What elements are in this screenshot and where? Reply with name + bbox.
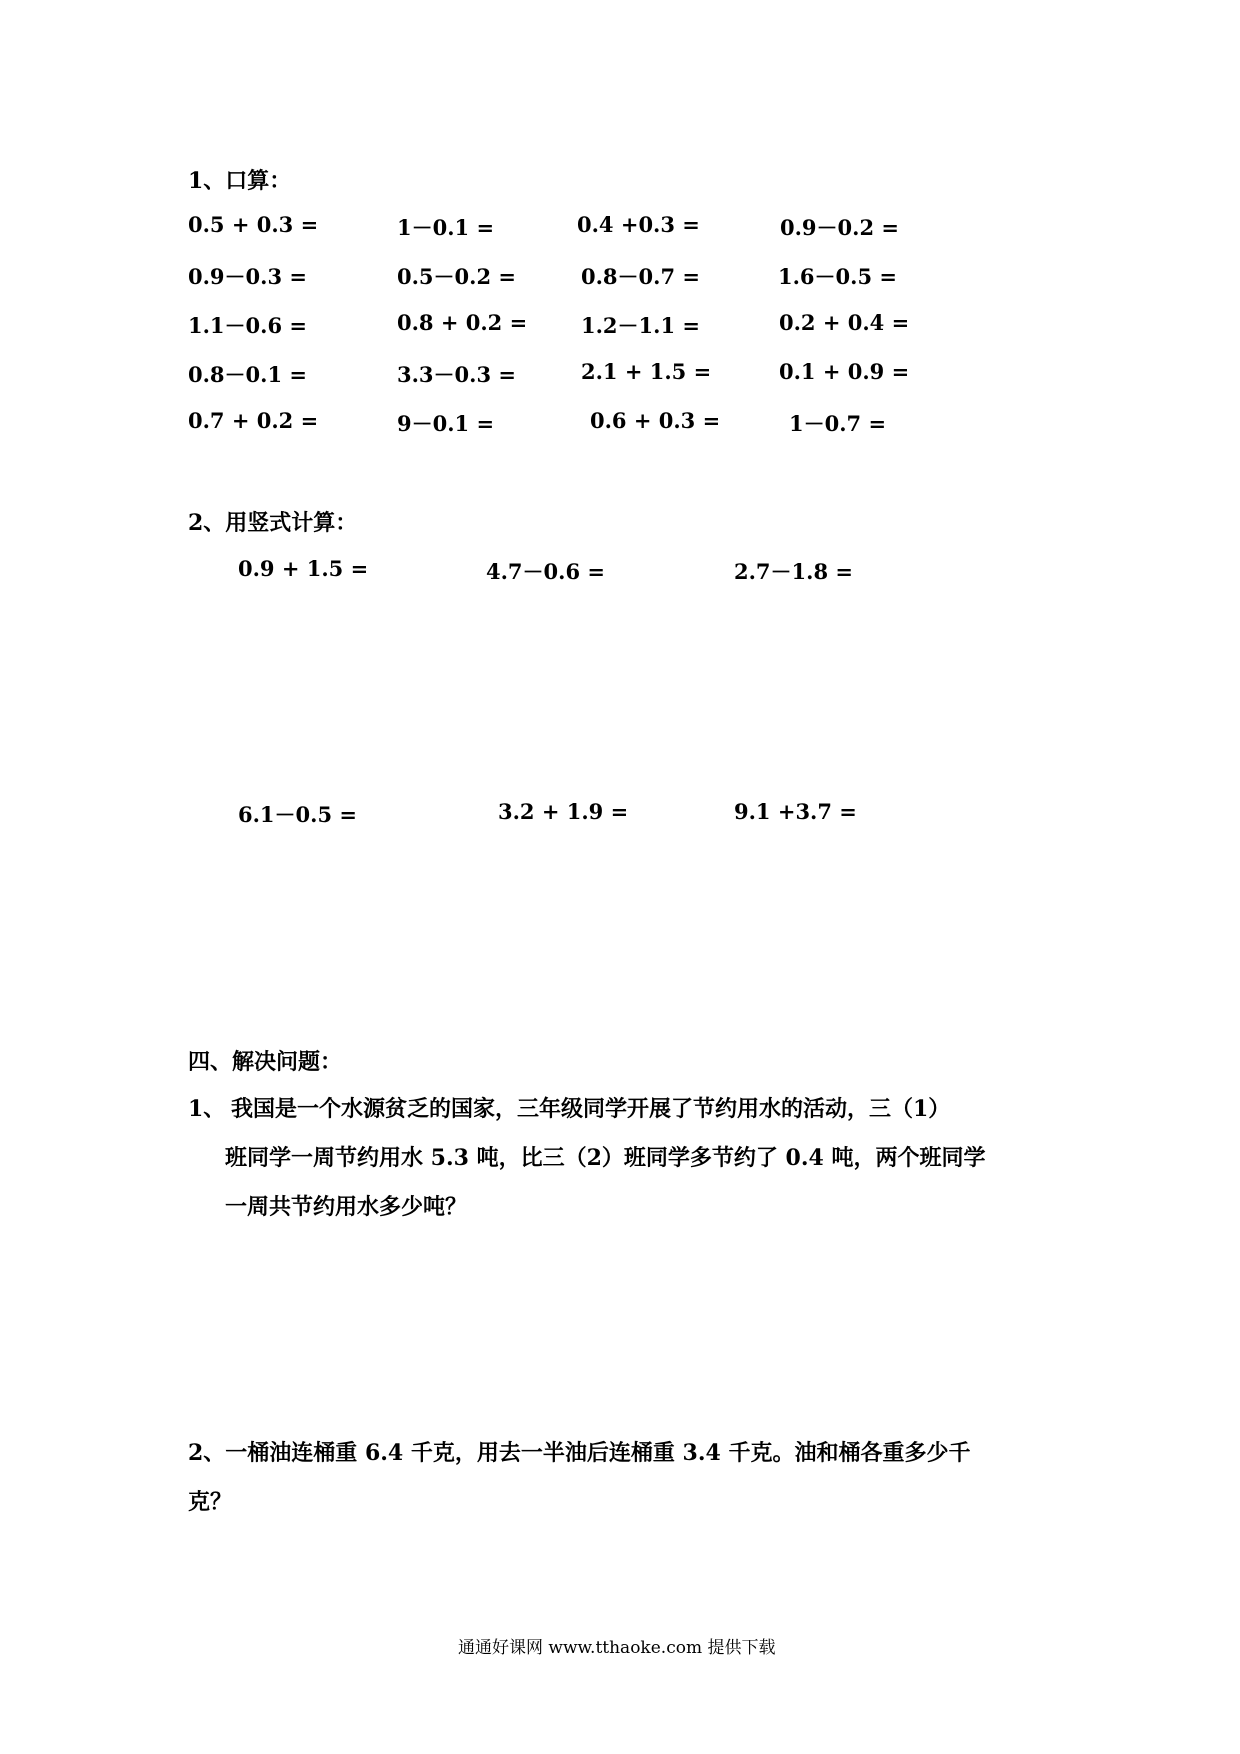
oral-eq-r2c1: 0.9－0.3 = bbox=[188, 264, 307, 289]
oral-eq-r1c2: 1－0.1 = bbox=[397, 215, 495, 240]
vertical-eq-r1c3: 2.7－1.8 = bbox=[734, 559, 853, 584]
problem1-line2: 班同学一周节约用水 5.3 吨，比三（2）班同学多节约了 0.4 吨，两个班同学 bbox=[225, 1145, 986, 1171]
oral-eq-r2c2: 0.5－0.2 = bbox=[397, 264, 516, 289]
vertical-eq-r2c1: 6.1－0.5 = bbox=[238, 802, 357, 827]
vertical-eq-r2c2: 3.2 + 1.9 = bbox=[498, 799, 629, 824]
oral-eq-r5c1: 0.7 + 0.2 = bbox=[188, 408, 319, 433]
oral-eq-r3c1: 1.1－0.6 = bbox=[188, 313, 307, 338]
problem1-line1: 我国是一个水源贫乏的国家，三年级同学开展了节约用水的活动，三（1） bbox=[231, 1096, 951, 1122]
vertical-eq-r1c1: 0.9 + 1.5 = bbox=[238, 556, 369, 581]
oral-eq-r2c3: 0.8－0.7 = bbox=[581, 264, 700, 289]
oral-eq-r1c1: 0.5 + 0.3 = bbox=[188, 212, 319, 237]
problem1-line3: 一周共节约用水多少吨？ bbox=[225, 1194, 468, 1220]
oral-eq-r5c4: 1－0.7 = bbox=[789, 411, 887, 436]
problem2-line2: 克？ bbox=[188, 1489, 233, 1515]
oral-eq-r1c4: 0.9－0.2 = bbox=[780, 215, 899, 240]
oral-eq-r3c4: 0.2 + 0.4 = bbox=[779, 310, 910, 335]
vertical-eq-r2c3: 9.1 +3.7 = bbox=[734, 799, 857, 824]
oral-eq-r2c4: 1.6－0.5 = bbox=[778, 264, 897, 289]
oral-eq-r3c2: 0.8 + 0.2 = bbox=[397, 310, 528, 335]
section2-title: 2、用竖式计算： bbox=[188, 510, 358, 536]
oral-eq-r1c3: 0.4 +0.3 = bbox=[577, 212, 700, 237]
section4-title: 四、解决问题： bbox=[188, 1049, 343, 1075]
oral-eq-r5c2: 9－0.1 = bbox=[397, 411, 495, 436]
oral-eq-r4c2: 3.3－0.3 = bbox=[397, 362, 516, 387]
oral-eq-r4c4: 0.1 + 0.9 = bbox=[779, 359, 910, 384]
section1-title: 1、口算： bbox=[188, 168, 292, 194]
oral-eq-r4c3: 2.1 + 1.5 = bbox=[581, 359, 712, 384]
oral-eq-r5c3: 0.6 + 0.3 = bbox=[590, 408, 721, 433]
footer-text: 通通好课网 www.tthaoke.com 提供下载 bbox=[458, 1638, 776, 1658]
problem1-number: 1、 bbox=[188, 1096, 226, 1122]
problem2-line1: 2、一桶油连桶重 6.4 千克，用去一半油后连桶重 3.4 千克。油和桶各重多少千 bbox=[188, 1440, 971, 1466]
oral-eq-r4c1: 0.8－0.1 = bbox=[188, 362, 307, 387]
oral-eq-r3c3: 1.2－1.1 = bbox=[581, 313, 700, 338]
vertical-eq-r1c2: 4.7－0.6 = bbox=[486, 559, 605, 584]
